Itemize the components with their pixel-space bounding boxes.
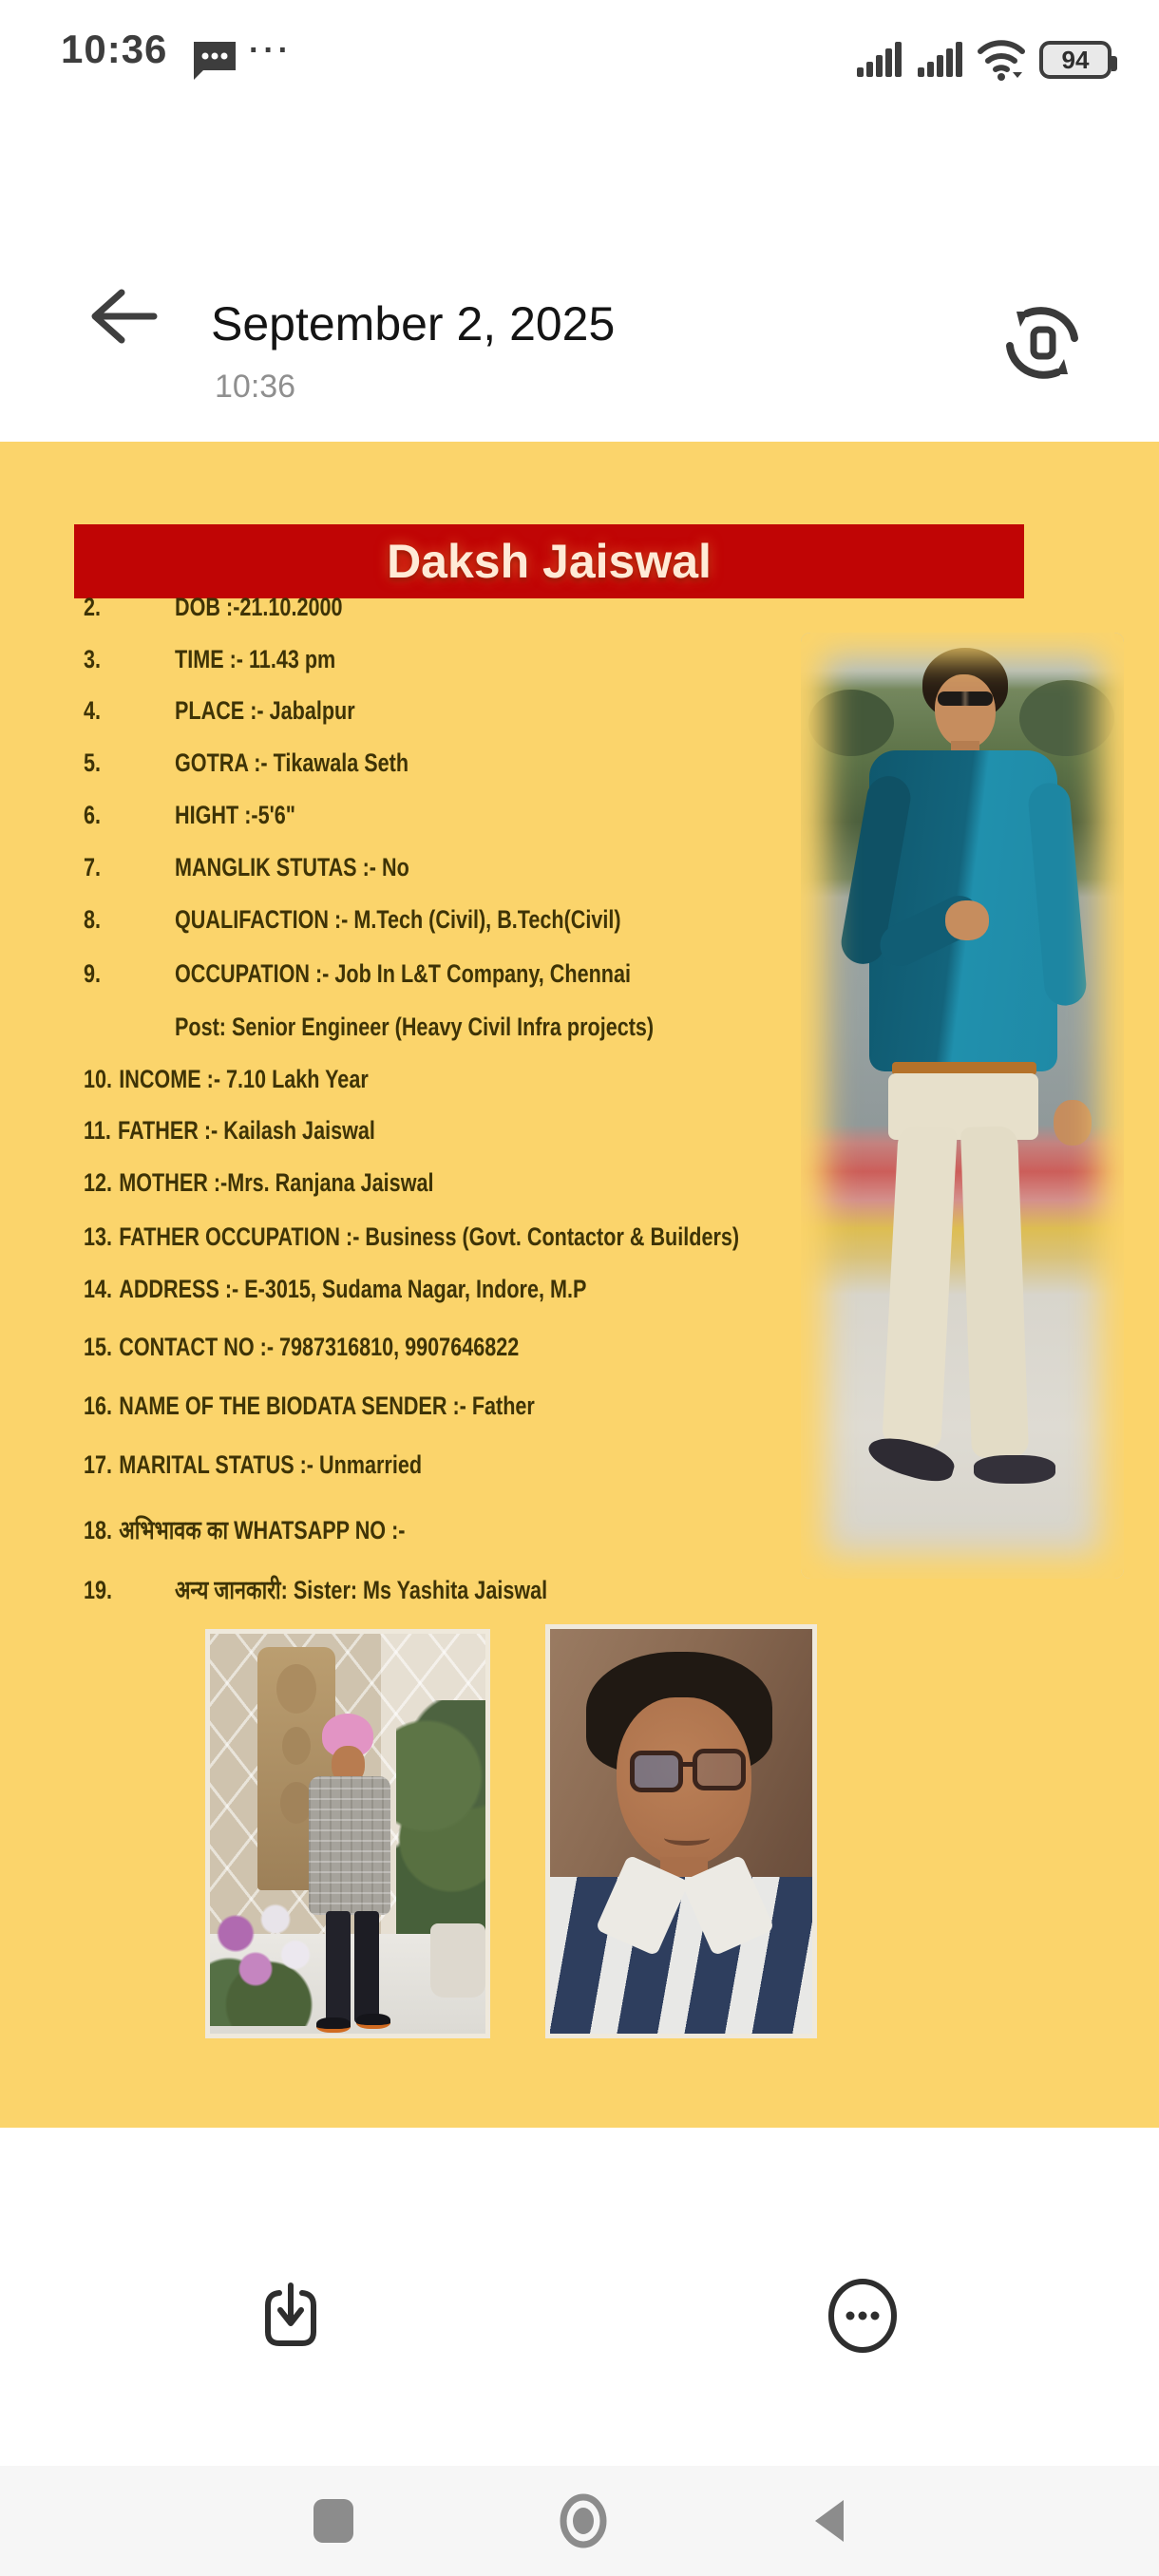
green-plant — [396, 1700, 490, 1953]
item-number: 11. — [84, 1116, 111, 1145]
item-text: ADDRESS :- E-3015, Sudama Nagar, Indore, M.P — [119, 1275, 587, 1303]
item-number: 6. — [84, 801, 102, 829]
belt — [892, 1062, 1036, 1075]
list-item — [84, 853, 409, 882]
black-pants — [326, 1911, 351, 2027]
item-number: 16. — [84, 1392, 113, 1420]
recents-icon[interactable] — [314, 2499, 353, 2543]
battery-nub — [1112, 56, 1117, 71]
list-item — [84, 645, 335, 674]
list-item — [84, 801, 295, 830]
photo-man-blazer-turban — [205, 1629, 490, 2038]
list-item — [84, 1333, 519, 1362]
item-text: MANGLIK STUTAS :- No — [175, 853, 409, 881]
item-text: अभिभावक का WHATSAPP NO :- — [119, 1516, 406, 1544]
action-bar — [0, 2128, 1159, 2466]
eyeglasses-bridge — [681, 1762, 694, 1767]
item-number: 12. — [84, 1168, 113, 1197]
black-pants — [354, 1911, 379, 2023]
item-text: अन्य जानकारी: Sister: Ms Yashita Jaiswal — [175, 1576, 548, 1604]
person-forearm — [873, 889, 987, 974]
wifi-icon — [977, 38, 1028, 82]
item-text: MOTHER :-Mrs. Ranjana Jaiswal — [119, 1168, 434, 1197]
battery-icon — [1039, 41, 1112, 79]
list-item — [84, 1116, 375, 1146]
item-text: MARITAL STATUS :- Unmarried — [119, 1450, 423, 1479]
list-item — [84, 1065, 369, 1094]
item-number: 13. — [84, 1222, 113, 1251]
page-title: September 2, 2025 — [211, 297, 616, 350]
item-number: 7. — [84, 853, 102, 881]
item-number: 15. — [84, 1333, 113, 1361]
person-hand — [945, 900, 989, 940]
download-icon[interactable] — [255, 2280, 327, 2352]
eyeglasses-lens — [630, 1751, 683, 1792]
page-subtitle: 10:36 — [215, 369, 296, 405]
biodata-image[interactable] — [0, 442, 1159, 2128]
item-text: QUALIFACTION :- M.Tech (Civil), B.Tech(Civil) — [175, 905, 621, 934]
photo-portrait-glasses — [545, 1624, 817, 2038]
item-number: 17. — [84, 1450, 113, 1479]
back-nav-icon[interactable] — [813, 2498, 846, 2544]
more-options-icon[interactable] — [825, 2278, 901, 2354]
sandal — [974, 1455, 1055, 1484]
person-face — [935, 674, 996, 748]
sunglasses — [938, 691, 993, 706]
item-text: INCOME :- 7.10 Lakh Year — [119, 1065, 369, 1093]
shoe — [316, 2017, 351, 2033]
item-text: FATHER OCCUPATION :- Business (Govt. Contactor & Builders) — [119, 1222, 740, 1251]
teal-shirt — [869, 750, 1057, 1071]
item-number: 8. — [84, 905, 102, 934]
status-time: 10:36 — [61, 27, 168, 71]
item-text: DOB :-21.10.2000 — [175, 593, 343, 621]
list-item — [84, 1450, 422, 1480]
cream-pants — [888, 1073, 1038, 1140]
android-nav-bar — [0, 2466, 1159, 2576]
home-icon[interactable] — [559, 2493, 608, 2548]
list-item — [84, 959, 631, 989]
item-text: NAME OF THE BIODATA SENDER :- Father — [119, 1392, 535, 1420]
motion-photo-icon[interactable] — [999, 302, 1085, 384]
checked-blazer — [309, 1776, 390, 1915]
white-planter — [430, 1923, 485, 1998]
list-item — [84, 748, 408, 778]
item-number: 5. — [84, 748, 102, 777]
list-item — [84, 1168, 434, 1198]
biodata-title-bar — [74, 524, 1024, 598]
header — [0, 133, 1159, 405]
item-number: 10. — [84, 1065, 113, 1093]
item-text: TIME :- 11.43 pm — [175, 645, 336, 673]
list-item — [84, 1275, 586, 1304]
status-bar — [0, 0, 1159, 104]
item-text: HIGHT :-5'6" — [175, 801, 295, 829]
item-text: Post: Senior Engineer (Heavy Civil Infra projects) — [175, 1013, 655, 1041]
person-arm — [1027, 782, 1088, 1008]
item-text: OCCUPATION :- Job In L&T Company, Chennai — [175, 959, 631, 988]
list-item — [84, 905, 621, 935]
battery-percent: 94 — [1061, 45, 1090, 74]
list-item — [84, 1222, 739, 1252]
item-number: 14. — [84, 1275, 113, 1303]
item-number: 4. — [84, 696, 102, 725]
tree-foliage — [808, 690, 894, 756]
item-text: PLACE :- Jabalpur — [175, 696, 355, 725]
list-item — [84, 1571, 547, 1606]
item-text: CONTACT NO :- 7987316810, 9907646822 — [119, 1333, 520, 1361]
list-item — [84, 1511, 405, 1546]
smile — [664, 1830, 710, 1846]
person-neck — [951, 741, 979, 758]
list-item — [84, 1392, 535, 1421]
cell-signal-2-icon — [916, 39, 965, 81]
pant-leg — [882, 1126, 958, 1449]
ellipsis-icon: ··· — [249, 32, 293, 68]
person-hair — [922, 648, 1008, 720]
item-text: FATHER :- Kailash Jaiswal — [118, 1116, 375, 1145]
message-bubble-icon — [190, 38, 239, 86]
dry-grass — [886, 804, 1000, 851]
sandal — [864, 1430, 958, 1487]
person-arm — [838, 773, 914, 968]
list-item — [84, 593, 343, 622]
item-number: 3. — [84, 645, 102, 673]
tree-foliage — [1019, 680, 1114, 756]
eyeglasses-lens — [693, 1749, 746, 1790]
photo-man-by-lake — [801, 633, 1124, 1579]
item-text: GOTRA :- Tikawala Seth — [175, 748, 409, 777]
item-number: 9. — [84, 959, 102, 988]
person-hand — [1054, 1100, 1092, 1146]
pant-leg — [960, 1126, 1029, 1458]
biodata-title: Daksh Jaiswal — [387, 535, 712, 588]
item-number: 2. — [84, 593, 102, 621]
list-item — [84, 696, 355, 726]
list-item — [84, 1013, 654, 1042]
item-number: 18. — [84, 1516, 113, 1544]
status-right-icons — [855, 38, 1112, 82]
back-arrow-icon[interactable] — [84, 283, 160, 350]
shoe — [356, 2014, 390, 2029]
cell-signal-icon — [855, 39, 904, 81]
striped-sweater — [550, 1877, 812, 2034]
item-number: 19. — [84, 1576, 113, 1604]
